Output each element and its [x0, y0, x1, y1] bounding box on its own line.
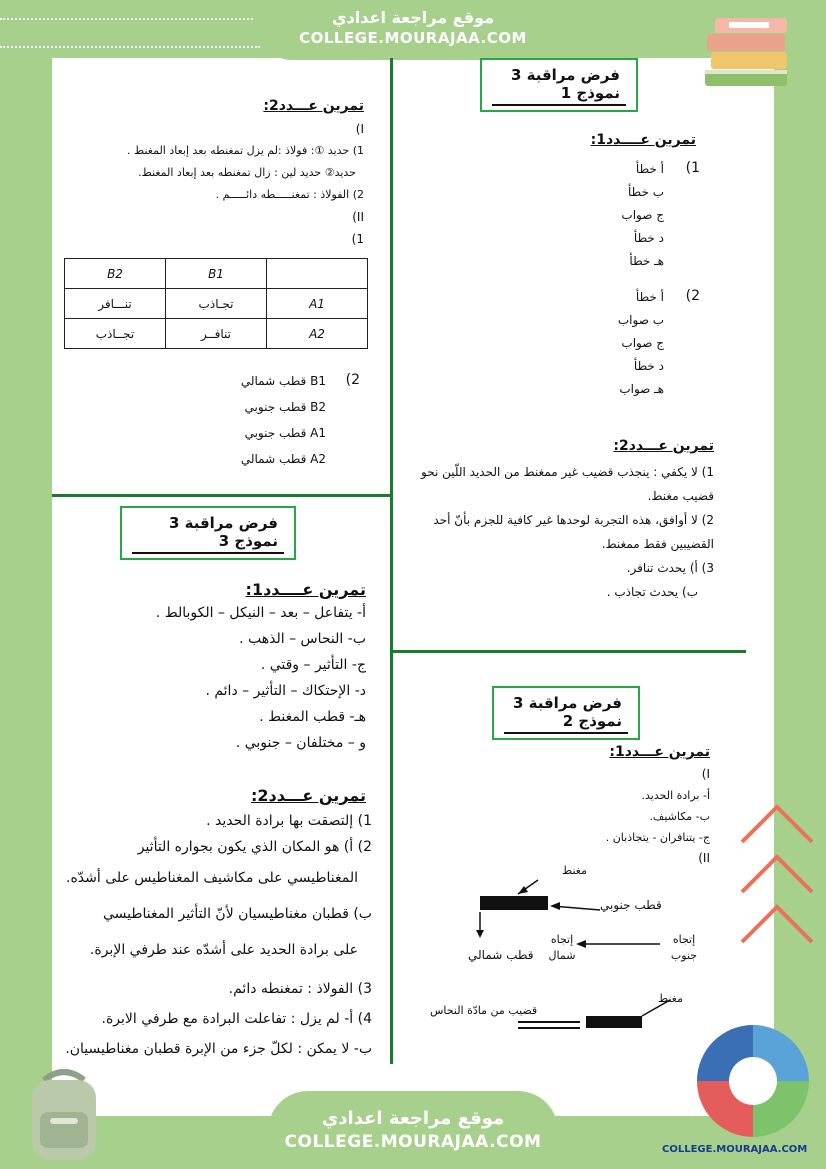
footer-site-title: موقع مراجعة اعدادي: [321, 1108, 505, 1129]
model1-left-ex2-heading: تمرين عـــدد2:: [263, 98, 364, 114]
model1-ex1-heading: تمرين عــــدد1:: [590, 132, 696, 148]
list-item: أ- يتفاعل – بعد – النيكل – الكوبالط .: [155, 605, 366, 621]
list-item: ب- النحاس – الذهب .: [239, 631, 366, 647]
magnet-bar-2: [586, 1016, 642, 1028]
list-item: 1): [351, 232, 364, 246]
list-item: II): [352, 210, 364, 224]
list-item: ب) يحدث تجاذب .: [606, 585, 698, 599]
list-item: 3) أ) يحدث تنافر.: [626, 561, 714, 575]
list-item: A1 قطب جنوبي: [244, 426, 326, 440]
decorative-dots: [0, 18, 260, 20]
footer-site-url[interactable]: COLLEGE.MOURAJAA.COM: [284, 1132, 542, 1152]
list-item: 4) أ- لم يزل : تفاعلت البرادة مع طرفي الابرة.: [101, 1011, 372, 1027]
model3-title-box: [120, 506, 296, 560]
model3-ex2-heading: تمرين عـــدد2:: [251, 786, 366, 805]
list-item: حديد② حديد لين : زال تمغنطه بعد إبعاد المغنط.: [138, 166, 356, 179]
header-banner: [253, 0, 573, 60]
list-item: المغناطيسي على مكاشيف المغناطيس على أشدّه.: [66, 870, 358, 886]
diagram-magnet-label: مغنط: [562, 864, 587, 877]
list-item: ب صواب: [617, 313, 664, 327]
horizontal-divider-right: [392, 650, 746, 653]
table-cell: A2: [267, 319, 368, 349]
model1-ex2-answers: [404, 460, 714, 604]
diagram-direction-north: [542, 932, 582, 964]
list-item: B2 قطب جنوبي: [244, 400, 326, 414]
list-item: 2) أ) هو المكان الذي يكون بجواره التأثير: [137, 839, 372, 855]
model2-ex1-heading: تمرين عـــدد1:: [609, 744, 710, 760]
direction-south-label: إتجاه جنوب: [670, 933, 698, 962]
diagram-north-pole-label: قطب شمالي: [468, 948, 534, 962]
model1-q1-number: 1): [685, 160, 700, 176]
list-item: ب- مكاشيف.: [649, 810, 710, 823]
table-cell: تجـاذب: [166, 289, 267, 319]
table-cell: [267, 259, 368, 289]
horizontal-divider-left: [52, 494, 392, 497]
model2-title-box: [492, 686, 640, 740]
table-cell: A1: [267, 289, 368, 319]
poles-number: 2): [345, 372, 360, 388]
list-item: و – مختلفان – جنوبي .: [235, 735, 366, 751]
footer-banner: [268, 1091, 558, 1169]
list-item: 1) لا يكفي : ينجذب قضيب غير ممغنط من الحديد اللّين نحو: [421, 465, 714, 479]
table-row: [65, 319, 368, 349]
model1-q1-answers: [584, 158, 664, 273]
magnet-bar: [480, 896, 548, 910]
books-icon: [695, 12, 795, 98]
table-cell: تنـــافر: [65, 289, 166, 319]
list-item: ج صواب: [621, 208, 664, 222]
list-item: 1) حديد ①: فولاذ :لم يزل تمغنطه بعد إبعاد المغنط .: [127, 144, 364, 157]
model3-title: فرض مراقبة 3 نموذج 3: [132, 512, 284, 554]
model2-title: فرض مراقبة 3 نموذج 2: [504, 692, 628, 734]
vertical-divider: [390, 58, 393, 1064]
list-item: 2) لا أوافق، هذه التجربة لوحدها غير كافية للجزم بأنّ أحد: [433, 513, 714, 527]
model3-ex2-answers: [52, 808, 372, 1064]
model1-q2-answers: [584, 286, 664, 401]
list-item: ب خطأ: [627, 185, 664, 199]
diagram-magnet2-label: مغنط: [658, 992, 683, 1005]
model2-ex1-answers: [510, 764, 710, 869]
list-item: 1) إلتصقت بها برادة الحديد .: [206, 813, 372, 829]
model1-q2-number: 2): [685, 288, 700, 304]
list-item: ج- التأثير – وقتي .: [260, 657, 366, 673]
list-item: 2) الفولاذ : تمغنـــــطه دائـــــم .: [215, 188, 364, 201]
list-item: د خطأ: [633, 359, 664, 373]
table-cell: تنافــر: [166, 319, 267, 349]
model1-left-answers: [64, 118, 364, 250]
list-item: د- الإحتكاك – التأثير – دائم .: [205, 683, 366, 699]
list-item: A2 قطب شمالي: [240, 452, 326, 466]
model1-title: فرض مراقبة 3 نموذج 1: [492, 64, 626, 106]
diagram-south-pole-label: قطب جنوبي: [600, 898, 662, 912]
list-item: القضيبين فقط ممغنط.: [601, 537, 714, 551]
list-item: I): [355, 122, 364, 136]
model3-ex1-answers: [66, 600, 366, 756]
list-item: قضيب مغنط.: [647, 489, 714, 503]
poles-list: [226, 368, 326, 472]
site-title: موقع مراجعة اعدادي: [331, 8, 495, 27]
direction-north-label: إتجاه شمال: [548, 933, 576, 962]
list-item: على برادة الحديد على أشدّه عند طرفي الإبرة.: [89, 942, 358, 958]
list-item: هـ صواب: [619, 382, 664, 396]
model1-title-box: [480, 58, 638, 112]
table-cell: B2: [65, 259, 166, 289]
list-item: II): [698, 851, 710, 865]
list-item: أ خطأ: [635, 290, 664, 304]
table-row: [65, 289, 368, 319]
decorative-dots: [0, 46, 260, 48]
site-url[interactable]: COLLEGE.MOURAJAA.COM: [299, 29, 527, 47]
table-row: [65, 259, 368, 289]
list-item: ج صواب: [621, 336, 664, 350]
list-item: I): [701, 767, 710, 781]
list-item: د خطأ: [633, 231, 664, 245]
diagram-direction-south: [664, 932, 704, 964]
list-item: ب) قطبان مغناطيسيان لأنّ التأثير المغناطيسي: [103, 906, 372, 922]
logo-url[interactable]: COLLEGE.MOURAJAA.COM: [662, 1144, 808, 1155]
list-item: هـ خطأ: [629, 254, 664, 268]
list-item: أ خطأ: [635, 162, 664, 176]
chevron-decoration-icon: [732, 792, 822, 972]
list-item: ج- يتنافران - يتجاذبان .: [605, 831, 710, 844]
list-item: B1 قطب شمالي: [240, 374, 326, 388]
diagram-copper-label: قضيب من مادّة النحاس: [430, 1004, 538, 1017]
poles-table: [64, 258, 368, 349]
list-item: ب- لا يمكن : لكلّ جزء من الإبرة قطبان مغناطيسيان.: [65, 1041, 372, 1057]
backpack-icon: [14, 1062, 114, 1166]
model3-ex1-heading: تمرين عــــدد1:: [245, 580, 366, 599]
education-wheel-icon: [694, 1022, 812, 1140]
model1-ex2-heading: تمرين عـــدد2:: [613, 438, 714, 454]
table-cell: B1: [166, 259, 267, 289]
table-cell: تجــاذب: [65, 319, 166, 349]
list-item: هـ- قطب المغنط .: [259, 709, 366, 725]
list-item: 3) الفولاذ : تمغنطه دائم.: [228, 981, 372, 997]
list-item: أ- برادة الحديد.: [641, 789, 710, 802]
